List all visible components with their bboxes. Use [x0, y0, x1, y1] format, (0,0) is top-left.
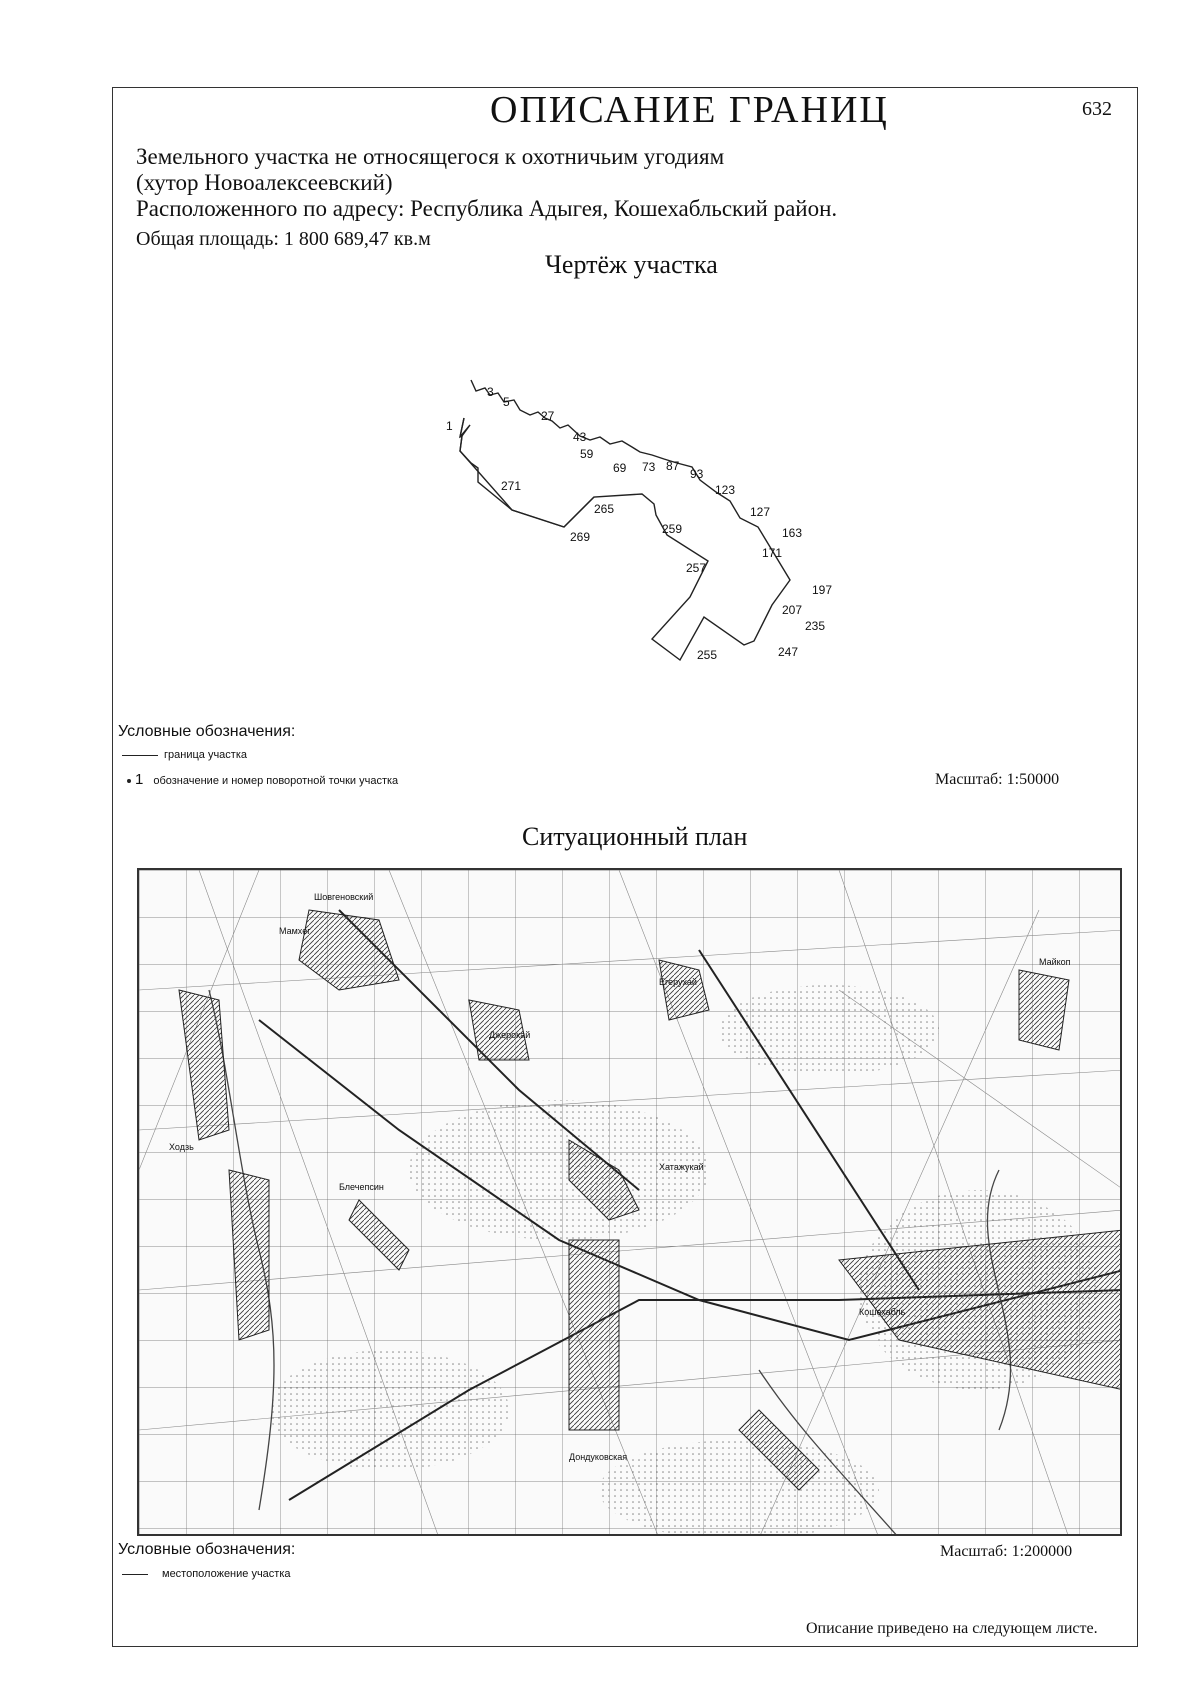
legend-item-point: 1 обозначение и номер поворотной точки участка	[127, 771, 398, 788]
document-title: ОПИСАНИЕ ГРАНИЦ	[490, 89, 889, 131]
map-label: Шовгеновский	[314, 892, 374, 902]
point-label: 171	[762, 546, 783, 560]
parcel-description: Земельного участка не относящегося к охотничьим угодиям	[136, 144, 725, 169]
point-label: 123	[715, 483, 736, 497]
location-line-symbol	[122, 1574, 148, 1575]
point-label: 235	[805, 619, 826, 633]
point-label: 93	[690, 467, 704, 481]
map-label: Кошехабль	[859, 1307, 906, 1317]
point-label: 247	[778, 645, 799, 659]
map-label: Хатажукай	[659, 1162, 704, 1172]
point-label: 73	[642, 460, 656, 474]
point-label: 69	[613, 461, 627, 475]
point-label: 207	[782, 603, 803, 617]
page-number: 632	[1082, 98, 1112, 120]
point-label: 269	[570, 530, 591, 544]
parcel-boundary	[460, 380, 790, 660]
map-label: Дондуковская	[569, 1452, 628, 1462]
point-label: 87	[666, 459, 680, 473]
footer-note: Описание приведено на следующем листе.	[806, 1620, 1098, 1637]
settlement-name: (хутор Новоалексеевский)	[136, 170, 393, 195]
point-label: 259	[662, 522, 683, 536]
map-label: Ходзь	[169, 1142, 194, 1152]
point-label: 27	[541, 409, 555, 423]
map-scale: Масштаб: 1:200000	[940, 1543, 1073, 1560]
point-label: 59	[580, 447, 594, 461]
legend-title: Условные обозначения:	[118, 723, 296, 740]
point-label: 257	[686, 561, 707, 575]
legend2-title: Условные обозначения:	[118, 1541, 296, 1558]
parcel-drawing	[0, 0, 1200, 760]
point-symbol	[127, 779, 131, 783]
situation-plan-title: Ситуационный план	[522, 822, 748, 851]
parcel-address: Расположенного по адресу: Республика Адыгея, Кошехабльский район.	[136, 196, 838, 221]
legend-item-boundary: граница участка	[122, 749, 247, 761]
point-label: 5	[503, 395, 510, 409]
map-label: Егерухай	[659, 977, 697, 987]
point-label: 255	[697, 648, 718, 662]
point-label: 1	[446, 419, 453, 433]
point-label: 197	[812, 583, 833, 597]
point-label: 163	[782, 526, 803, 540]
point-label: 43	[573, 430, 587, 444]
point-label: 271	[501, 479, 522, 493]
map-label: Блечепсин	[339, 1182, 384, 1192]
situation-map	[137, 868, 1122, 1536]
point-label: 127	[750, 505, 771, 519]
point-label: 265	[594, 502, 615, 516]
parcel-area: Общая площадь: 1 800 689,47 кв.м	[136, 228, 431, 250]
map-label: Майкоп	[1039, 957, 1071, 967]
drawing-title: Чертёж участка	[545, 250, 718, 279]
boundary-line-symbol	[122, 755, 158, 756]
map-label: Джерокай	[489, 1030, 531, 1040]
point-label: 3	[487, 385, 494, 399]
legend-item-location: местоположение участка	[122, 1568, 291, 1580]
topographic-map	[139, 870, 1122, 1536]
drawing-scale: Масштаб: 1:50000	[935, 771, 1060, 788]
map-label: Мамхег	[279, 926, 311, 936]
